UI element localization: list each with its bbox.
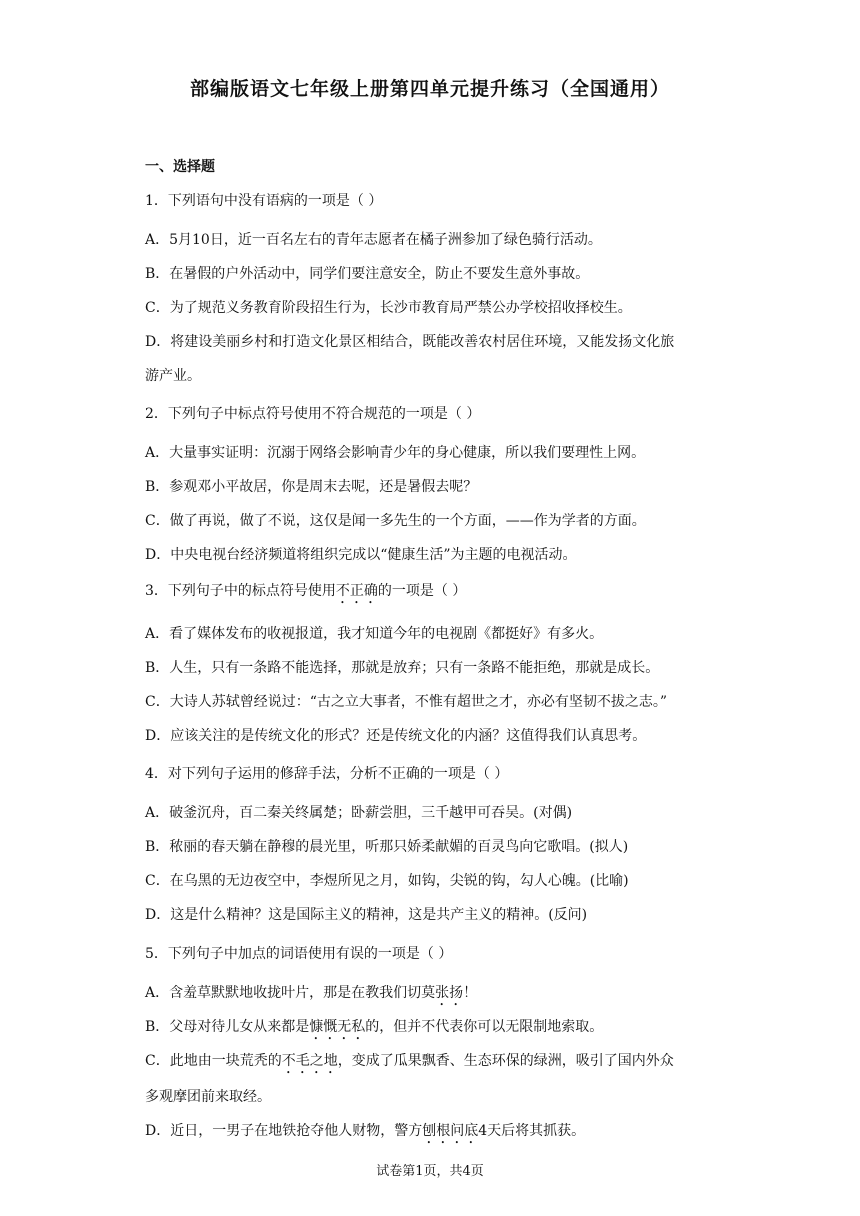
q2-option-a: A．大量事实证明：沉溺于网络会影响青少年的身心健康，所以我们要理性上网。 [145,445,646,461]
q5-option-c [145,1051,725,1077]
q5-c-text: C．此地由一块荒秃的 [145,1053,282,1069]
q2-option-b: B．参观邓小平故居，你是周末去呢，还是暑假去呢？ [145,479,478,495]
q3-option-c: C．大诗人苏轼曾经说过：“古之立大事者，不惟有超世之才，亦必有坚韧不拔之志。” [145,694,668,710]
q1-option-d-cont: 游产业。 [145,368,201,384]
section-heading: 一、选择题 [145,159,215,175]
q4-option-b: B．秾丽的春天躺在静穆的晨光里，听那只娇柔献媚的百灵鸟向它歌唱。(拟人) [145,839,629,855]
q3-stem-emphasis: 不正确 [335,583,378,599]
q3-stem [145,581,725,607]
q5-stem: 5．下列句子中加点的词语使用有误的一项是（ ） [145,946,453,962]
q3-stem-text: 3．下列句子中的标点符号使用 [145,583,336,599]
q5-option-a [145,983,725,1009]
q2-option-d: D．中央电视台经济频道将组织完成以“健康生活”为主题的电视活动。 [145,547,577,563]
q5-option-c-cont: 多观摩团前来取经。 [145,1089,271,1105]
q5-d-text: D．近日，一男子在地铁抢夺他人财物，警方 [145,1123,423,1139]
q5-a-text-end: ！ [463,985,478,1001]
q3-option-d: D．应该关注的是传统文化的形式？还是传统文化的内涵？这值得我们认真思考。 [145,728,647,744]
q1-option-b: B．在暑假的户外活动中，同学们要注意安全，防止不要发生意外事故。 [145,266,590,282]
page-footer: 试卷第1页，共4页 [376,1164,484,1179]
q5-b-text-end: 的，但并不代表你可以无限制地索取。 [365,1019,604,1035]
q5-option-b [145,1017,725,1043]
q5-b-text: B．父母对待儿女从来都是 [145,1019,310,1035]
q4-option-a: A．破釜沉舟，百二秦关终属楚；卧薪尝胆，三千越甲可吞吴。(对偶) [145,805,573,821]
q3-option-b: B．人生，只有一条路不能选择，那就是放弃；只有一条路不能拒绝，那就是成长。 [145,660,660,676]
q4-option-d: D．这是什么精神？这是国际主义的精神，这是共产主义的精神。(反问) [145,907,588,923]
q2-stem: 2．下列句子中标点符号使用不符合规范的一项是（ ） [145,406,481,422]
q5-c-emphasis: 不毛之地 [281,1053,338,1069]
q4-stem: 4．对下列句子运用的修辞手法，分析不正确的一项是（ ） [145,766,509,782]
q1-option-a: A．5月10日，近一百名左右的青年志愿者在橘子洲参加了绿色骑行活动。 [145,232,602,248]
q5-b-emphasis: 慷慨无私 [309,1019,366,1035]
q1-option-d: D．将建设美丽乡村和打造文化景区相结合，既能改善农村居住环境，又能发扬文化旅 [145,334,675,350]
q3-stem-text-end: 的一项是（ ） [377,583,467,599]
q5-d-text-end: 4天后将其抓获。 [478,1123,586,1139]
q5-a-emphasis: 张扬 [435,985,464,1001]
q5-c-text-end: ，变成了瓜果飘香、生态环保的绿洲，吸引了国内外众 [337,1053,674,1069]
q5-d-emphasis: 刨根问底 [422,1123,479,1139]
q1-stem: 1．下列语句中没有语病的一项是（ ） [145,193,383,209]
q5-a-text: A．含羞草默默地收拢叶片，那是在教我们切莫 [145,985,436,1001]
q2-option-c: C．做了再说，做了不说，这仅是闻一多先生的一个方面，——作为学者的方面。 [145,513,646,529]
page-title: 部编版语文七年级上册第四单元提升练习（全国通用） [189,78,670,100]
q5-option-d [145,1121,725,1147]
q3-option-a: A．看了媒体发布的收视报道，我才知道今年的电视剧《都挺好》有多火。 [145,626,604,642]
q1-option-c: C．为了规范义务教育阶段招生行为，长沙市教育局严禁公办学校招收择校生。 [145,300,632,316]
q4-option-c: C．在乌黑的无边夜空中，李煜所见之月，如钩，尖锐的钩，勾人心魄。(比喻) [145,873,629,889]
